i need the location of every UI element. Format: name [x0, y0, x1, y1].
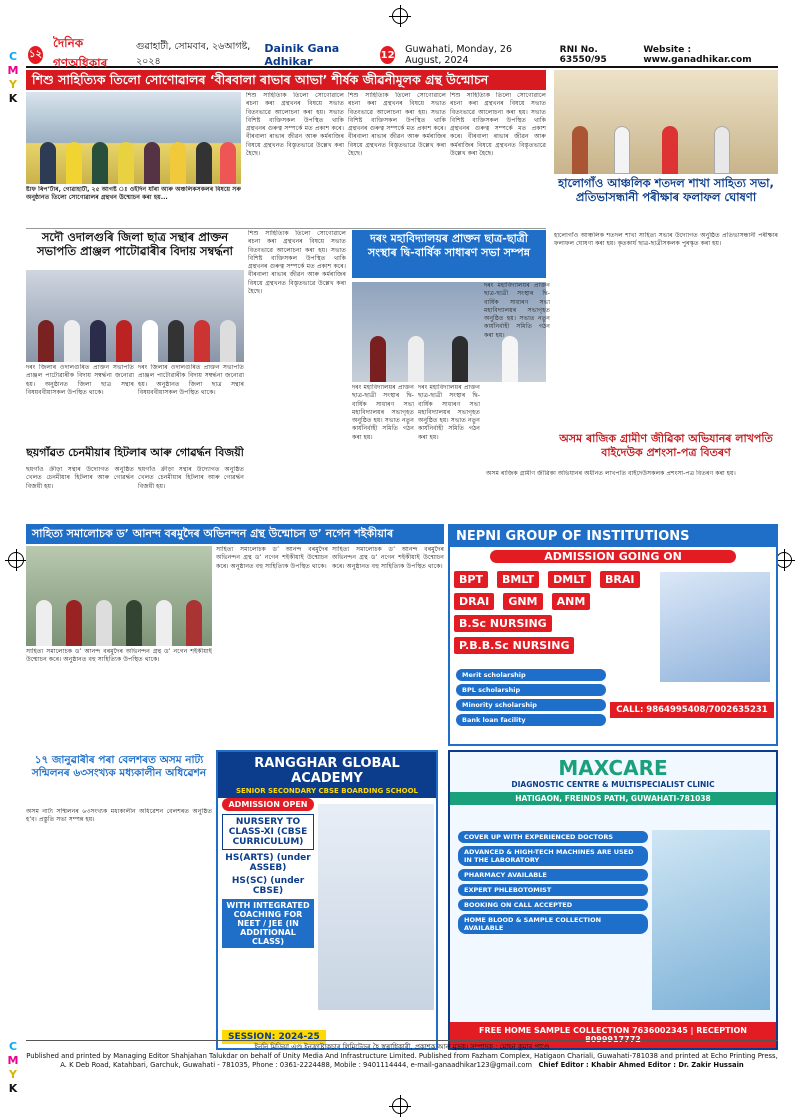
- rangghar-admission: ADMISSION OPEN: [222, 798, 314, 811]
- registration-mark-right: [776, 552, 792, 568]
- lead-text-col2: শিশু সাহিত্যিক তিলো সোণোৱালে ৰচনা কৰা গ্ৰন্থখনৰ বিষয়ে সভাত বিতংভাৱে আলোচনা কৰা হয়। সভাত বিশিষ্ট ব্যক্তিসকল উপস্থিত থাকি গ্ৰন্থখনৰ গুৰুত্ব সম্পৰ্কে মত প্ৰকাশ কৰে। বীৰবালা ৰাভাৰ জীৱন আৰু কৰ্মৰাজিৰ বিষয়ে গ্ৰন্থখনত বিস্তৃতভাৱে উল্লেখ কৰা হৈছে।: [246, 92, 344, 158]
- footer-assamese: ইননি মিডিয়া এণ্ড ইনফ্ৰাষ্ট্ৰাকচাৰ লিমিটেডৰ হৈ স্বত্বাধিকাৰী, প্ৰকাশক আৰু মুদ্ৰক। সম্পাদক : মোহন কুমাৰ পাণ্ডে: [254, 1043, 550, 1051]
- lead-photo: [26, 92, 241, 184]
- course-badge: ANM: [552, 593, 591, 610]
- story2-text: দৰং জিলাৰ ওদালগুৰিত প্ৰাক্তন সভাপতি প্ৰাঞ্জল পাটোৱাৰীক বিদায় সম্বৰ্দ্ধনা জনোৱা হয়। অনুষ্ঠানত জিলা ছাত্ৰ সন্থাৰ বিষয়ববীয়াসকল উপস্থিত থাকে।: [26, 364, 134, 396]
- center-story-text: দৰং মহাবিদ্যালয়ৰ প্ৰাক্তন ছাত্ৰ-ছাত্ৰী সংস্থাৰ দ্বি-বাৰ্ষিক সাধাৰণ সভা মহাবিদ্যালয়ৰ সভাগৃহত অনুষ্ঠিত হয়। সভাত নতুন কাৰ্যনিৰ্বাহী সমিতি গঠন কৰা হয়।: [352, 384, 414, 441]
- story3-text: ছয়গাঁও ক্ৰীড়া সন্থাৰ উদ্যোগত অনুষ্ঠিত খেলত চেনমীয়াৰ হিটলাৰ আৰু গোৱৰ্দ্ধন বিজয়ী হয়।: [26, 466, 134, 490]
- center-story-headline: দৰং মহাবিদ্যালয়ৰ প্ৰাক্তন ছাত্ৰ-ছাত্ৰী সংস্থাৰ দ্বি-বাৰ্ষিক সাধাৰণ সভা সম্পন্ন: [352, 230, 546, 278]
- sahitya-photo: [26, 546, 212, 646]
- rangghar-title: RANGGHAR GLOBAL ACADEMY: [218, 752, 436, 787]
- feature-item: Minority scholarship: [456, 699, 606, 711]
- rangghar-course: WITH INTEGRATED COACHING FOR NEET / JEE (IN ADDITIONAL CLASS): [222, 899, 314, 948]
- rangghar-session: SESSION: 2024-25: [222, 1030, 326, 1044]
- cmyk-strip-bottom: C M Y K: [7, 1040, 19, 1095]
- feature-item: PHARMACY AVAILABLE: [458, 869, 648, 881]
- header-date-assamese: গুৱাহাটী, সোমবাৰ, ২৬আগষ্ট, ২০২৪: [135, 41, 251, 67]
- footer-publisher: Published and printed by Managing Editor Shahjahan Talukdar on behalf of Unity Media And Infrastructure Limited. Published from Fazham Complex, Hatigaon Chariali, Guwahati-781038 and printed at Echo Printing Press,: [26, 1052, 778, 1061]
- footer-contact: A. K Deb Road, Katahbari, Garchuk, Guwahati - 781035, Phone : 0361-2224488, Mobile : 9401114444, e-mail-ganaadhikar123@gmail.com: [60, 1061, 532, 1070]
- cmyk-strip-top: C M Y K: [7, 50, 19, 105]
- feature-item: ADVANCED & HIGH-TECH MACHINES ARE USED IN THE LABORATORY: [458, 846, 648, 866]
- nepni-students-photo: [660, 572, 770, 682]
- maxcare-features: [458, 828, 648, 937]
- right-story-photo: [554, 70, 778, 174]
- story2-photo: [26, 270, 244, 362]
- jan-story-headline: ১৭ জানুৱাৰীৰ পৰা বেলশৰত অসম নাট্য সন্মিলনৰ ৬৩সংখ্যক মধ্যকালীন অধিৱেশন: [31, 754, 207, 779]
- lab-technician-photo: [652, 830, 770, 1010]
- feature-item: COVER UP WITH EXPERIENCED DOCTORS: [458, 831, 648, 843]
- right-story-text: হালোগাঁও আঞ্চলিক শতদল শাখা সাহিত্য সভাৰ উদ্যোগত অনুষ্ঠিত প্ৰতিভাসন্ধানী পৰীক্ষাৰ ফলাফল ঘোষণা কৰা হয়। কৃতকাৰ্য ছাত্ৰ-ছাত্ৰীসকলক পুৰস্কৃত কৰা হয়।: [554, 232, 778, 248]
- assam-story-headline: অসম ৰাজিক গ্ৰামীণ জীৱিকা অভিযানৰ লাখপতি বাইদেউক প্ৰশংসা-পত্ৰ বিতৰণ: [559, 432, 773, 459]
- lead-text-col3: শিশু সাহিত্যিক তিলো সোণোৱালে ৰচনা কৰা গ্ৰন্থখনৰ বিষয়ে সভাত বিতংভাৱে আলোচনা কৰা হয়। সভাত বিশিষ্ট ব্যক্তিসকল উপস্থিত থাকি গ্ৰন্থখনৰ গুৰুত্ব সম্পৰ্কে মত প্ৰকাশ কৰে। বীৰবালা ৰাভাৰ জীৱন আৰু কৰ্মৰাজিৰ বিষয়ে গ্ৰন্থখনত বিস্তৃতভাৱে উল্লেখ কৰা হৈছে।: [348, 92, 446, 158]
- divider: [26, 228, 546, 229]
- nepni-features: [456, 666, 606, 729]
- course-badge: BPT: [454, 571, 488, 588]
- nepni-course-list: [450, 566, 650, 658]
- feature-item: EXPERT PHLEBOTOMIST: [458, 884, 648, 896]
- page-number-center: 12: [380, 46, 395, 64]
- maxcare-title: MAXCARE: [558, 756, 668, 780]
- lead-text-col4: শিশু সাহিত্যিক তিলো সোণোৱালে ৰচনা কৰা গ্ৰন্থখনৰ বিষয়ে সভাত বিতংভাৱে আলোচনা কৰা হয়। সভাত বিশিষ্ট ব্যক্তিসকল উপস্থিত থাকি গ্ৰন্থখনৰ গুৰুত্ব সম্পৰ্কে মত প্ৰকাশ কৰে। বীৰবালা ৰাভাৰ জীৱন আৰু কৰ্মৰাজিৰ বিষয়ে গ্ৰন্থখনত বিস্তৃতভাৱে উল্লেখ কৰা হৈছে।: [450, 92, 546, 158]
- school-building-photo: [318, 804, 434, 1010]
- story3-headline: ছয়গাঁৱত চেনমীয়াৰ হিটলাৰ আৰু গোৱৰ্দ্ধন বিজয়ী: [26, 446, 244, 459]
- feature-item: Bank loan facility: [456, 714, 606, 726]
- rangghar-course: NURSERY TO CLASS-XI (CBSE CURRICULUM): [222, 814, 314, 850]
- maxcare-logo: [450, 752, 776, 780]
- nepni-admission: ADMISSION GOING ON: [490, 550, 736, 563]
- footer-contact-row: [26, 1061, 778, 1070]
- rangghar-course: HS(SC) (under CBSE): [231, 876, 305, 896]
- website-link[interactable]: Website : www.ganadhikar.com: [643, 45, 752, 65]
- rangghar-course: HS(ARTS) (under ASSEB): [225, 853, 311, 873]
- footer-editors: Chief Editor : Khabir Ahmed Editor : Dr. Zakir Hussain: [538, 1061, 744, 1070]
- page-number-left: ১২: [28, 46, 43, 64]
- sahitya-text-c: সাহিত্য সমালোচক ড’ আনন্দ বৰমুদৈৰ অভিনন্দন গ্ৰন্থ ড’ নগেন শইকীয়াই উন্মোচন কৰে। অনুষ্ঠানত বহু সাহিত্যিক উপস্থিত থাকে।: [332, 546, 444, 570]
- course-badge: BRAI: [600, 571, 639, 588]
- rangghar-ad[interactable]: [216, 750, 438, 1050]
- rangghar-courses: [222, 798, 314, 948]
- lead-caption: ষ্টাফ ৰিপ’ৰ্টাৰ, গোৱাহাটী, ২৫ আগষ্ট ঃ ওইদিন যাঁৰা আৰু অঞ্চলিকসকলৰ বিষয়ে সৰু অনুষ্ঠানত তিলো সোণোৱালৰ গ্ৰন্থখন উন্মোচন কৰা হয়...: [26, 186, 241, 202]
- story3-text-b: ছয়গাঁও ক্ৰীড়া সন্থাৰ উদ্যোগত অনুষ্ঠিত খেলত চেনমীয়াৰ হিটলাৰ আৰু গোৱৰ্দ্ধন বিজয়ী হয়।: [138, 466, 244, 490]
- maxcare-ad[interactable]: [448, 750, 778, 1050]
- feature-item: Merit scholarship: [456, 669, 606, 681]
- rni-number: RNI No. 63550/95: [559, 45, 607, 65]
- course-badge: DRAI: [454, 593, 494, 610]
- maxcare-call[interactable]: FREE HOME SAMPLE COLLECTION 7636002345 | RECEPTION 8099917772: [450, 1022, 776, 1048]
- page-header: [26, 36, 778, 70]
- nepni-ad[interactable]: [448, 524, 778, 746]
- maxcare-subtitle: DIAGNOSTIC CENTRE & MULTISPECIALIST CLINIC: [511, 780, 715, 789]
- course-badge: B.Sc NURSING: [454, 615, 552, 632]
- nepni-title: NEPNI GROUP OF INSTITUTIONS: [450, 526, 776, 547]
- lead-headline: শিশু সাহিত্যিক তিলো সোণোৱালৰ ‘বীৰবালা ৰাভাৰ আভা’ শীৰ্ষক জীৱনীমূলক গ্ৰন্থ উন্মোচন: [26, 70, 546, 90]
- paper-title: Dainik Gana Adhikar: [264, 42, 340, 68]
- course-badge: BMLT: [497, 571, 539, 588]
- feature-item: HOME BLOOD & SAMPLE COLLECTION AVAILABLE: [458, 914, 648, 934]
- brand-logo: দৈনিক গণঅধিকাৰ: [53, 36, 108, 70]
- registration-mark-bottom: [392, 1098, 408, 1114]
- sahitya-text: সাহিত্য সমালোচক ড’ আনন্দ বৰমুদৈৰ অভিনন্দন গ্ৰন্থ ড’ নগেন শইকীয়াই উন্মোচন কৰে। অনুষ্ঠানত বহু সাহিত্যিক উপস্থিত থাকে।: [26, 648, 212, 664]
- registration-mark-left: [8, 552, 24, 568]
- assam-story-text: অসম ৰাজিক গ্ৰামীণ জীৱিকা অভিযানৰ অধীনত লাখপতি বাইদেউসকলক প্ৰশংসা-পত্ৰ বিতৰণ কৰা হয়।: [486, 470, 736, 477]
- feature-item: BPL scholarship: [456, 684, 606, 696]
- center-story-text-b: দৰং মহাবিদ্যালয়ৰ প্ৰাক্তন ছাত্ৰ-ছাত্ৰী সংস্থাৰ দ্বি-বাৰ্ষিক সাধাৰণ সভা মহাবিদ্যালয়ৰ সভাগৃহত অনুষ্ঠিত হয়। সভাত নতুন কাৰ্যনিৰ্বাহী সমিতি গঠন কৰা হয়।: [418, 384, 480, 441]
- header-date-english: Guwahati, Monday, 26 August, 2024: [405, 44, 512, 66]
- rangghar-subtitle: SENIOR SECONDARY CBSE BOARDING SCHOOL: [218, 787, 436, 798]
- maxcare-location: HATIGAON, FREINDS PATH, GUWAHATI-781038: [450, 792, 776, 805]
- sahitya-headline: সাহিত্য সমালোচক ড’ আনন্দ বৰমুদৈৰ অভিনন্দন গ্ৰন্থ উন্মোচন ড’ নগেন শইকীয়াৰ: [26, 524, 444, 544]
- course-badge: P.B.B.Sc NURSING: [454, 637, 574, 654]
- feature-item: BOOKING ON CALL ACCEPTED: [458, 899, 648, 911]
- story2-headline: সদৌ ওদালগুৰি জিলা ছাত্ৰ সন্থাৰ প্ৰাক্তন সভাপতি প্ৰাঞ্জল পাটোৱাৰীৰ বিদায় সম্বৰ্দ্ধনা: [36, 230, 234, 258]
- newspaper-page: [26, 36, 778, 1094]
- course-badge: GNM: [503, 593, 542, 610]
- right-story-headline: হালোগাঁও আঞ্চলিক শতদল শাখা সাহিত্য সভা, প্ৰতিভাসন্ধানী পৰীক্ষাৰ ফলাফল ঘোষণা: [558, 176, 774, 204]
- jan-story-text: অসম নাট্য সন্মিলনৰ ৬৩সংখ্যক মধ্যকালীন অধিৱেশন বেলশৰত অনুষ্ঠিত হ’ব। প্ৰস্তুতি সভা সম্পন্ন হয়।: [26, 808, 212, 824]
- middle-text-col: শিশু সাহিত্যিক তিলো সোণোৱালে ৰচনা কৰা গ্ৰন্থখনৰ বিষয়ে সভাত বিতংভাৱে আলোচনা কৰা হয়। সভাত বিশিষ্ট ব্যক্তিসকল উপস্থিত থাকি গ্ৰন্থখনৰ গুৰুত্ব সম্পৰ্কে মত প্ৰকাশ কৰে। বীৰবালা ৰাভাৰ জীৱন আৰু কৰ্মৰাজিৰ বিষয়ে গ্ৰন্থখনত বিস্তৃতভাৱে উল্লেখ কৰা হৈছে।: [248, 230, 346, 296]
- page-footer: [26, 1040, 778, 1071]
- story2-text-b: দৰং জিলাৰ ওদালগুৰিত প্ৰাক্তন সভাপতি প্ৰাঞ্জল পাটোৱাৰীক বিদায় সম্বৰ্দ্ধনা জনোৱা হয়। অনুষ্ঠানত জিলা ছাত্ৰ সন্থাৰ বিষয়ববীয়াসকল উপস্থিত থাকে।: [138, 364, 244, 396]
- sahitya-text-b: সাহিত্য সমালোচক ড’ আনন্দ বৰমুদৈৰ অভিনন্দন গ্ৰন্থ ড’ নগেন শইকীয়াই উন্মোচন কৰে। অনুষ্ঠানত বহু সাহিত্যিক উপস্থিত থাকে।: [216, 546, 328, 570]
- center-story-text-c: দৰং মহাবিদ্যালয়ৰ প্ৰাক্তন ছাত্ৰ-ছাত্ৰী সংস্থাৰ দ্বি-বাৰ্ষিক সাধাৰণ সভা মহাবিদ্যালয়ৰ সভাগৃহত অনুষ্ঠিত হয়। সভাত নতুন কাৰ্যনিৰ্বাহী সমিতি গঠন কৰা হয়।: [484, 282, 550, 339]
- course-badge: DMLT: [548, 571, 591, 588]
- nepni-call[interactable]: CALL: 9864995408/7002635231: [610, 702, 774, 718]
- registration-mark-top: [392, 8, 408, 24]
